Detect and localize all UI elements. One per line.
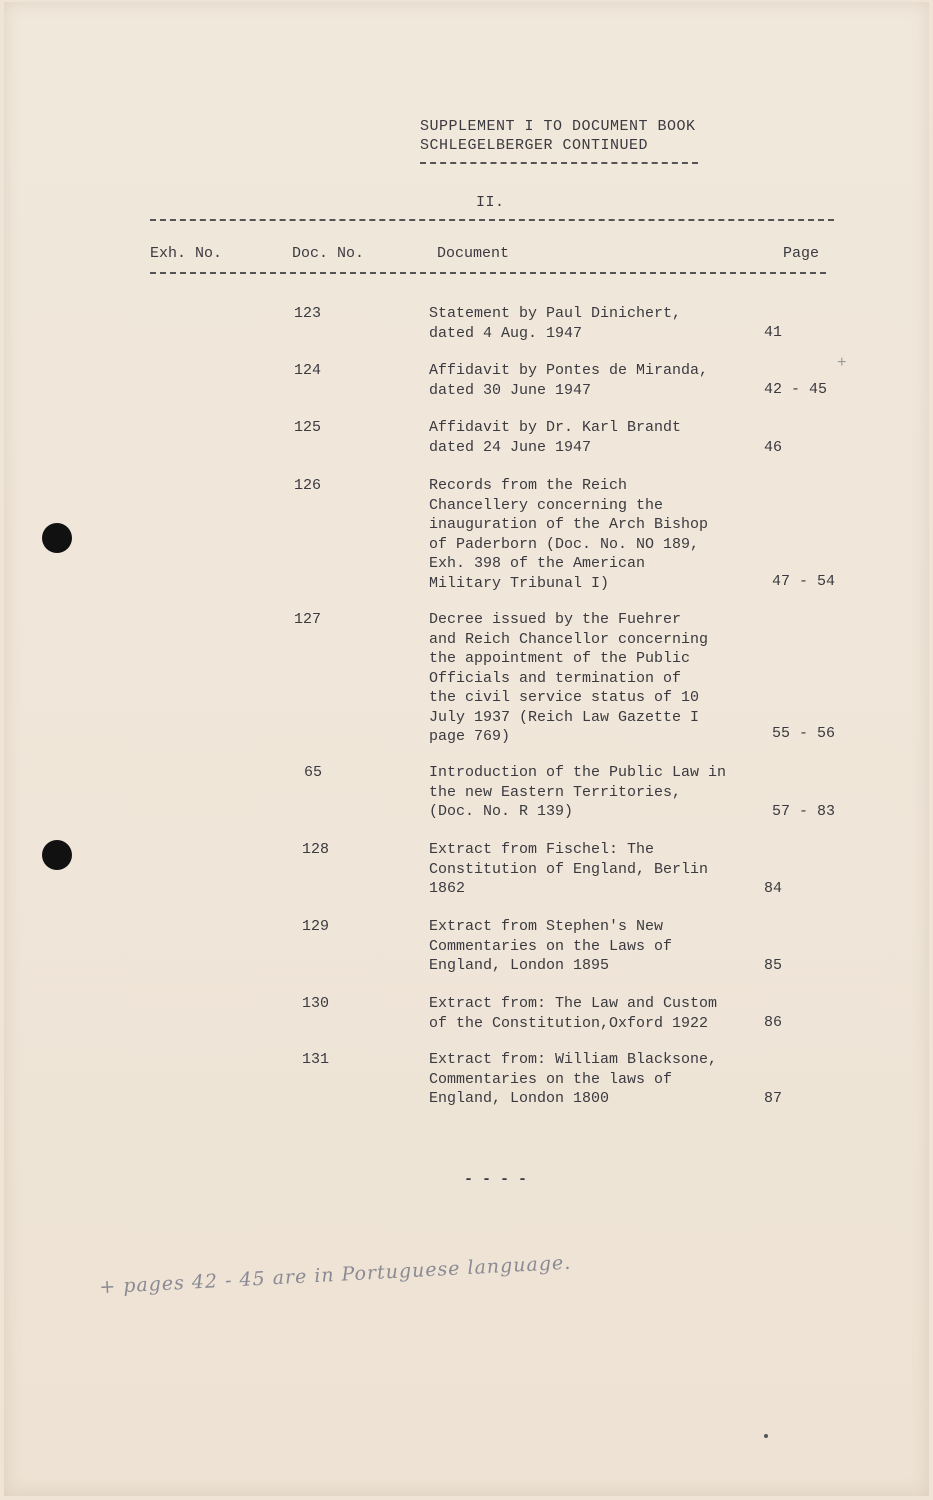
punch-hole-icon bbox=[42, 523, 72, 553]
section-number: II. bbox=[476, 194, 505, 211]
heading-title: SUPPLEMENT I TO DOCUMENT BOOK bbox=[420, 118, 696, 135]
doc-number: 129 bbox=[302, 918, 330, 935]
doc-number: 126 bbox=[294, 477, 322, 494]
punch-hole-icon bbox=[42, 840, 72, 870]
doc-number: 128 bbox=[302, 841, 330, 858]
document-description: Introduction of the Public Law in the new Eastern Territories, (Doc. No. R 139) bbox=[429, 764, 727, 820]
page-reference: 84 bbox=[764, 880, 783, 897]
page-reference: 57 - 83 bbox=[772, 803, 836, 820]
top-rule bbox=[150, 219, 834, 221]
doc-number: 131 bbox=[302, 1051, 330, 1068]
doc-number: 127 bbox=[294, 611, 322, 628]
column-header-document: Document bbox=[437, 245, 510, 262]
doc-number: 124 bbox=[294, 362, 322, 379]
column-header-doc-no: Doc. No. bbox=[292, 245, 365, 262]
heading-subtitle: SCHLEGELBERGER CONTINUED bbox=[420, 137, 649, 154]
page-reference: 87 bbox=[764, 1090, 783, 1107]
document-description: Affidavit by Dr. Karl Brandt dated 24 June 1947 bbox=[429, 419, 682, 456]
page-reference: 41 bbox=[764, 324, 783, 341]
column-header-exh-no: Exh. No. bbox=[150, 245, 223, 262]
page-reference: 55 - 56 bbox=[772, 725, 836, 742]
header-rule bbox=[150, 272, 826, 274]
doc-number: 123 bbox=[294, 305, 322, 322]
document-description: Extract from: William Blacksone, Commentaries on the laws of England, London 1800 bbox=[429, 1051, 718, 1107]
column-header-page: Page bbox=[783, 245, 820, 262]
page-reference: 42 - 45 bbox=[764, 381, 828, 398]
document-description: Decree issued by the Fuehrer and Reich Chancellor concerning the appointment of the Public Officials and termination of the civil service status of 10 July 1937 (Reich Law Gazette I page 769) bbox=[429, 611, 709, 745]
page-reference: 86 bbox=[764, 1014, 783, 1031]
document-description: Affidavit by Pontes de Miranda, dated 30 June 1947 bbox=[429, 362, 709, 399]
ink-dot bbox=[764, 1434, 768, 1438]
page-reference: 46 bbox=[764, 439, 783, 456]
document-description: Extract from: The Law and Custom of the Constitution,Oxford 1922 bbox=[429, 995, 718, 1032]
doc-number: 65 bbox=[304, 764, 323, 781]
page-reference: 47 - 54 bbox=[772, 573, 836, 590]
document-page bbox=[4, 2, 929, 1496]
document-description: Extract from Stephen's New Commentaries on the Laws of England, London 1895 bbox=[429, 918, 673, 974]
handwritten-note: + pages 42 - 45 are in Portuguese language. bbox=[98, 1251, 572, 1299]
document-description: Extract from Fischel: The Constitution of England, Berlin 1862 bbox=[429, 841, 709, 897]
margin-plus-mark: + bbox=[837, 354, 847, 372]
document-description: Records from the Reich Chancellery concerning the inauguration of the Arch Bishop of Paderborn (Doc. No. NO 189, Exh. 398 of the American Military Tribunal I) bbox=[429, 477, 709, 592]
page-reference: 85 bbox=[764, 957, 783, 974]
doc-number: 130 bbox=[302, 995, 330, 1012]
end-mark: - - - - bbox=[464, 1171, 528, 1188]
document-description: Statement by Paul Dinichert, dated 4 Aug. 1947 bbox=[429, 305, 682, 342]
heading-underline bbox=[420, 162, 698, 164]
doc-number: 125 bbox=[294, 419, 322, 436]
